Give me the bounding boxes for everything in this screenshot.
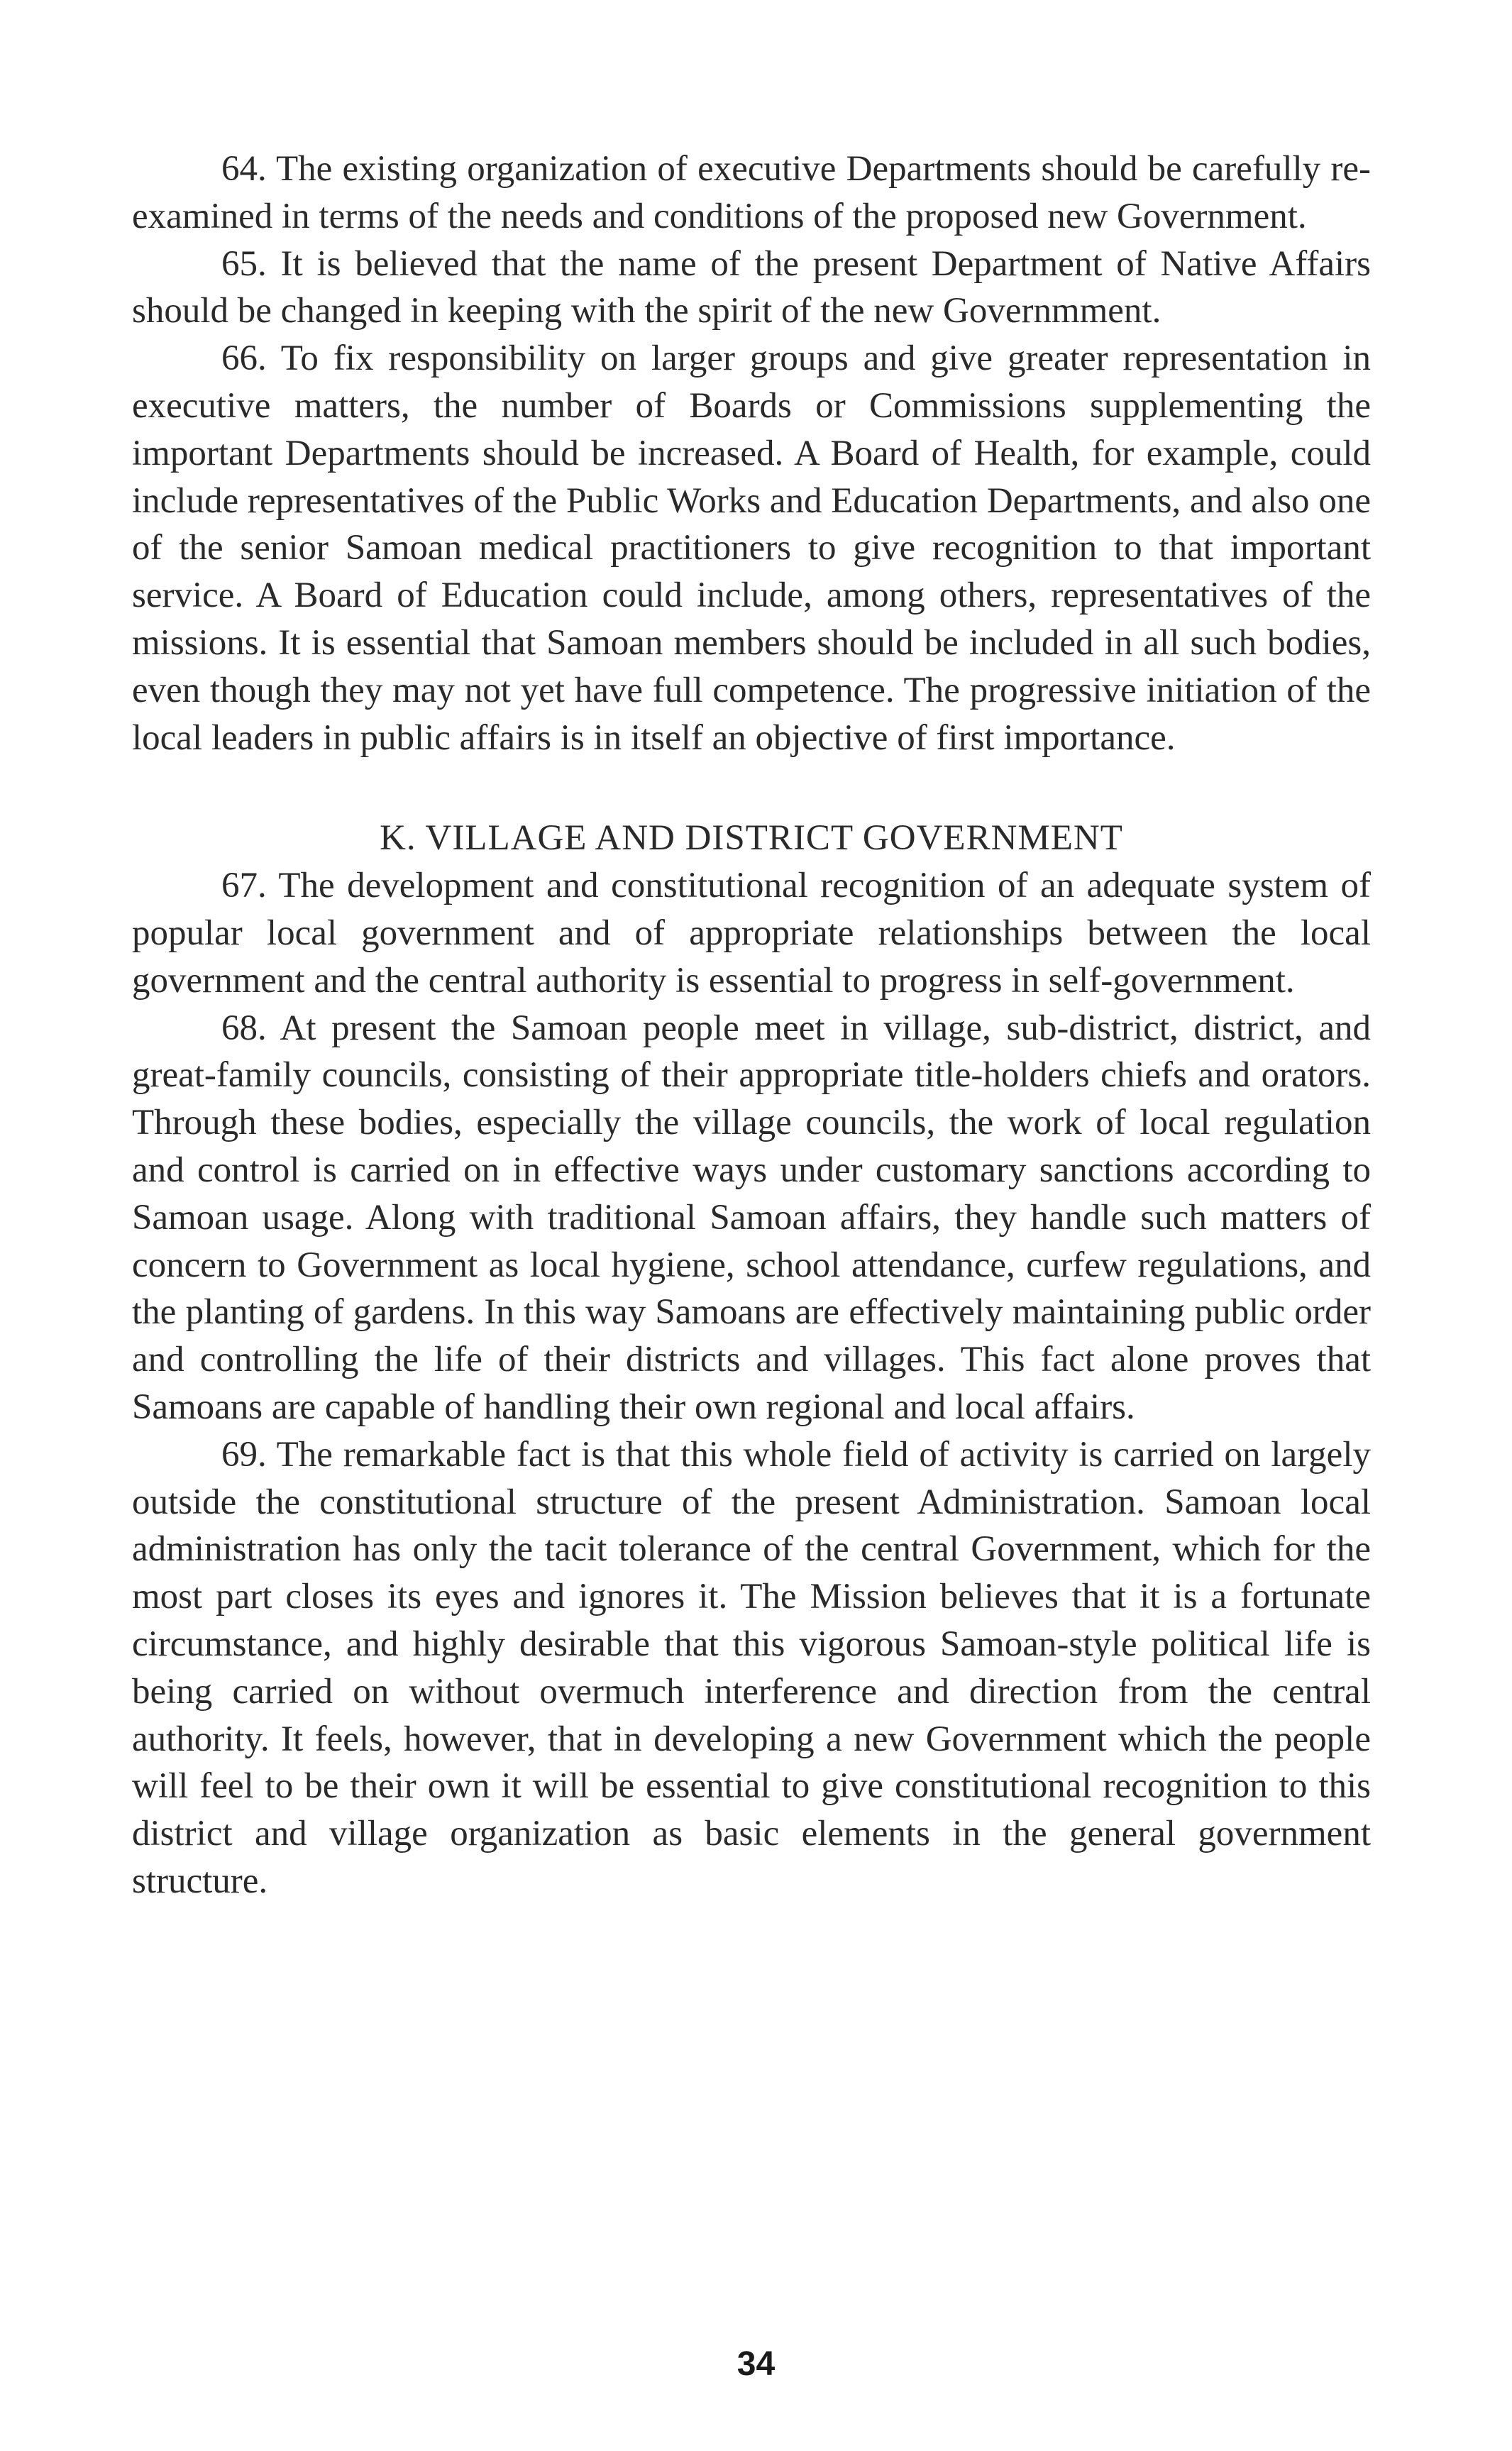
paragraph-68: 68. At present the Samoan people meet in village, sub-district, district, and great-family councils, consisting of their appropriate title-holders chiefs and orators. Through these bodies, especially the village councils, the work of local regulation and control is carried on in effective ways under customary sanctions according to Samoan usage. Along with traditional Samoan affairs, they handle such matters of concern to Government as local hygiene, school attendance, curfew regulations, and the planting of gardens. In this way Samoans are effectively maintaining public order and controlling the life of their districts and villages. This fact alone proves that Samoans are capable of handling their own regional and local affairs. <box>132 1008 1371 1427</box>
section-heading: K. VILLAGE AND DISTRICT GOVERNMENT <box>380 818 1123 859</box>
paragraph-66: 66. To fix responsibility on larger groups and give greater representation in executive matters, the number of Boards or Commissions supplementing the important Departments should be increased. A Board of Health, for example, could include representatives of the Public Works and Education Departments, and also one of the senior Samoan medical practitioners to give recognition to that important service. A Board of Education could include, among others, representatives of the missions. It is essential that Samoan members should be included in all such bodies, even though they may not yet have full competence. The progressive initiation of the local leaders in public affairs is in itself an objective of first importance. <box>132 338 1371 758</box>
paragraph-69: 69. The remarkable fact is that this whole field of activity is carried on largely outside the constitutional structure of the present Administration. Samoan local administration has only the tacit tolerance of the central Government, which for the most part closes its eyes and ignores it. The Mission believes that it is a fortunate circumstance, and highly desirable that this vigorous Samoan-style political life is being carried on without overmuch interference and direction from the central authority. It feels, however, that in developing a new Government which the people will feel to be their own it will be essential to give constitutional recognition to this district and village organization as basic elements in the general government structure. <box>132 1434 1371 1901</box>
page-number: 34 <box>736 2345 776 2383</box>
paragraph-67: 67. The development and constitutional recognition of an adequate system of popular local government and of appropriate relationships between the local government and the central authority is essential to progress in self-government. <box>132 866 1371 1001</box>
body-text <box>132 145 1371 1905</box>
paragraph-64: 64. The existing organization of executive Departments should be carefully re-examined in terms of the needs and conditions of the proposed new Government. <box>132 149 1371 236</box>
paragraph-65: 65. It is believed that the name of the present Department of Native Affairs should be changed in keeping with the spirit of the new Governmment. <box>132 243 1371 331</box>
